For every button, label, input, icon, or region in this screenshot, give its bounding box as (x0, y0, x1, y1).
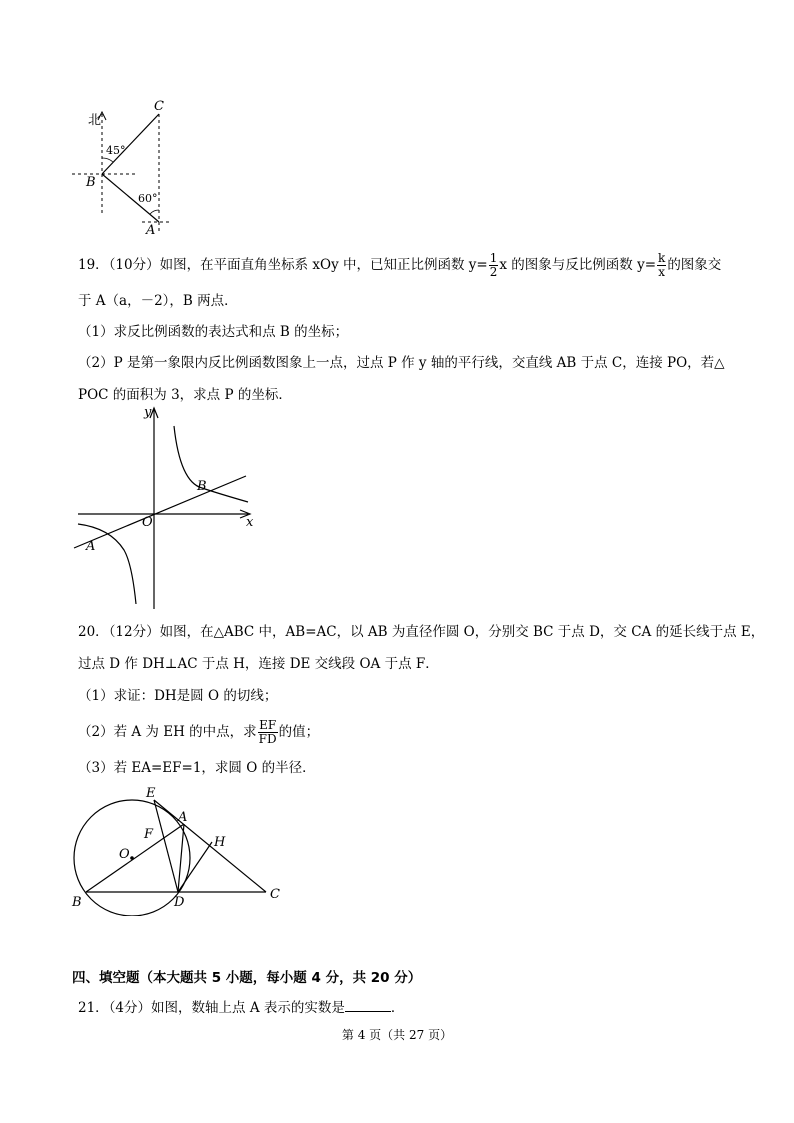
q21-score: （4分） (108, 1000, 152, 1016)
q19-line1 (78, 252, 721, 279)
point-b-label: B (86, 175, 96, 190)
figure-circle-triangle (66, 786, 296, 916)
q19-text-b: x 的图象与反比例函数 y= (499, 257, 657, 273)
frac-num: 1 (489, 251, 498, 265)
point-h-label: H (214, 835, 226, 850)
q21-line (78, 997, 404, 1018)
north-label: 北 (88, 113, 102, 128)
point-c-label: C (270, 887, 280, 902)
q19-part2-line1: （2）P 是第一象限内反比例函数图象上一点，过点 P 作 y 轴的平行线，交直线 AB 于点 C，连接 PO，若△ (78, 355, 725, 371)
q21-text: 如图，数轴上点 A 表示的实数是 (151, 1000, 345, 1016)
q19-part1: （1）求反比例函数的表达式和点 B 的坐标； (78, 324, 349, 340)
frac-num: EF (259, 718, 277, 732)
q21-number: 21． (78, 1000, 109, 1016)
point-b-label: B (72, 895, 82, 910)
frac-num: k (658, 251, 666, 265)
point-e-label: E (146, 786, 156, 801)
frac-den: 2 (489, 265, 498, 279)
point-a-label: A (146, 223, 156, 236)
point-d-label: D (174, 895, 185, 910)
q20-part3: （3）若 EA=EF=1，求圆 O 的半径． (78, 760, 316, 776)
q19-number: 19． (78, 257, 109, 273)
origin-label: O (142, 515, 153, 530)
q20-part1: （1）求证：DH是圆 O 的切线； (78, 688, 278, 704)
q21-end: ． (390, 1000, 405, 1016)
angle-45-label: 45° (106, 144, 126, 157)
q19-score: （10分） (108, 257, 160, 273)
point-a-label: A (86, 539, 96, 554)
axis-y-label: y (144, 405, 152, 420)
point-c-label: C (154, 99, 164, 114)
frac-den: x (658, 265, 666, 279)
q20-line1 (78, 622, 764, 642)
angle-60-label: 60° (138, 192, 158, 205)
frac-den: FD (258, 732, 277, 746)
q19-part2-line2: POC 的面积为 3，求点 P 的坐标． (78, 387, 292, 403)
point-f-label: F (144, 827, 154, 842)
answer-blank (345, 997, 391, 1012)
page-footer: 第 4 页（共 27 页） (341, 1028, 453, 1042)
q20-number: 20． (78, 624, 109, 640)
q20-score: （12分） (108, 624, 160, 640)
point-o-label: O (119, 847, 130, 862)
figure-bearing-diagram (70, 96, 180, 236)
q20-part2 (78, 719, 319, 746)
q19-line2: 于 A（a，－2），B 两点． (78, 293, 238, 309)
point-a-label: A (178, 810, 188, 825)
point-b-label: B (197, 479, 207, 494)
q20-part2-text-b: 的值； (278, 724, 320, 740)
figure-coordinate-graph (70, 404, 270, 614)
q19-fraction-half (489, 252, 499, 279)
q19-text-c: 的图象交 (667, 257, 722, 273)
q19-fraction-k-x (657, 252, 666, 279)
section-four-title: 四、填空题（本大题共 5 小题，每小题 4 分，共 20 分） (72, 970, 422, 986)
q20-text: 如图，在△ABC 中，AB=AC，以 AB 为直径作圆 O，分别交 BC 于点 D，交 CA 的延长线于点 E， (159, 624, 765, 640)
axis-x-label: x (246, 515, 254, 530)
q20-part2-text-a: （2）若 A 为 EH 的中点，求 (78, 724, 257, 740)
q20-fraction-ef-fd (258, 719, 278, 746)
q19-text-a: 如图，在平面直角坐标系 xOy 中，已知正比例函数 y= (159, 257, 488, 273)
q20-line2: 过点 D 作 DH⊥AC 于点 H，连接 DE 交线段 OA 于点 F． (78, 656, 439, 672)
